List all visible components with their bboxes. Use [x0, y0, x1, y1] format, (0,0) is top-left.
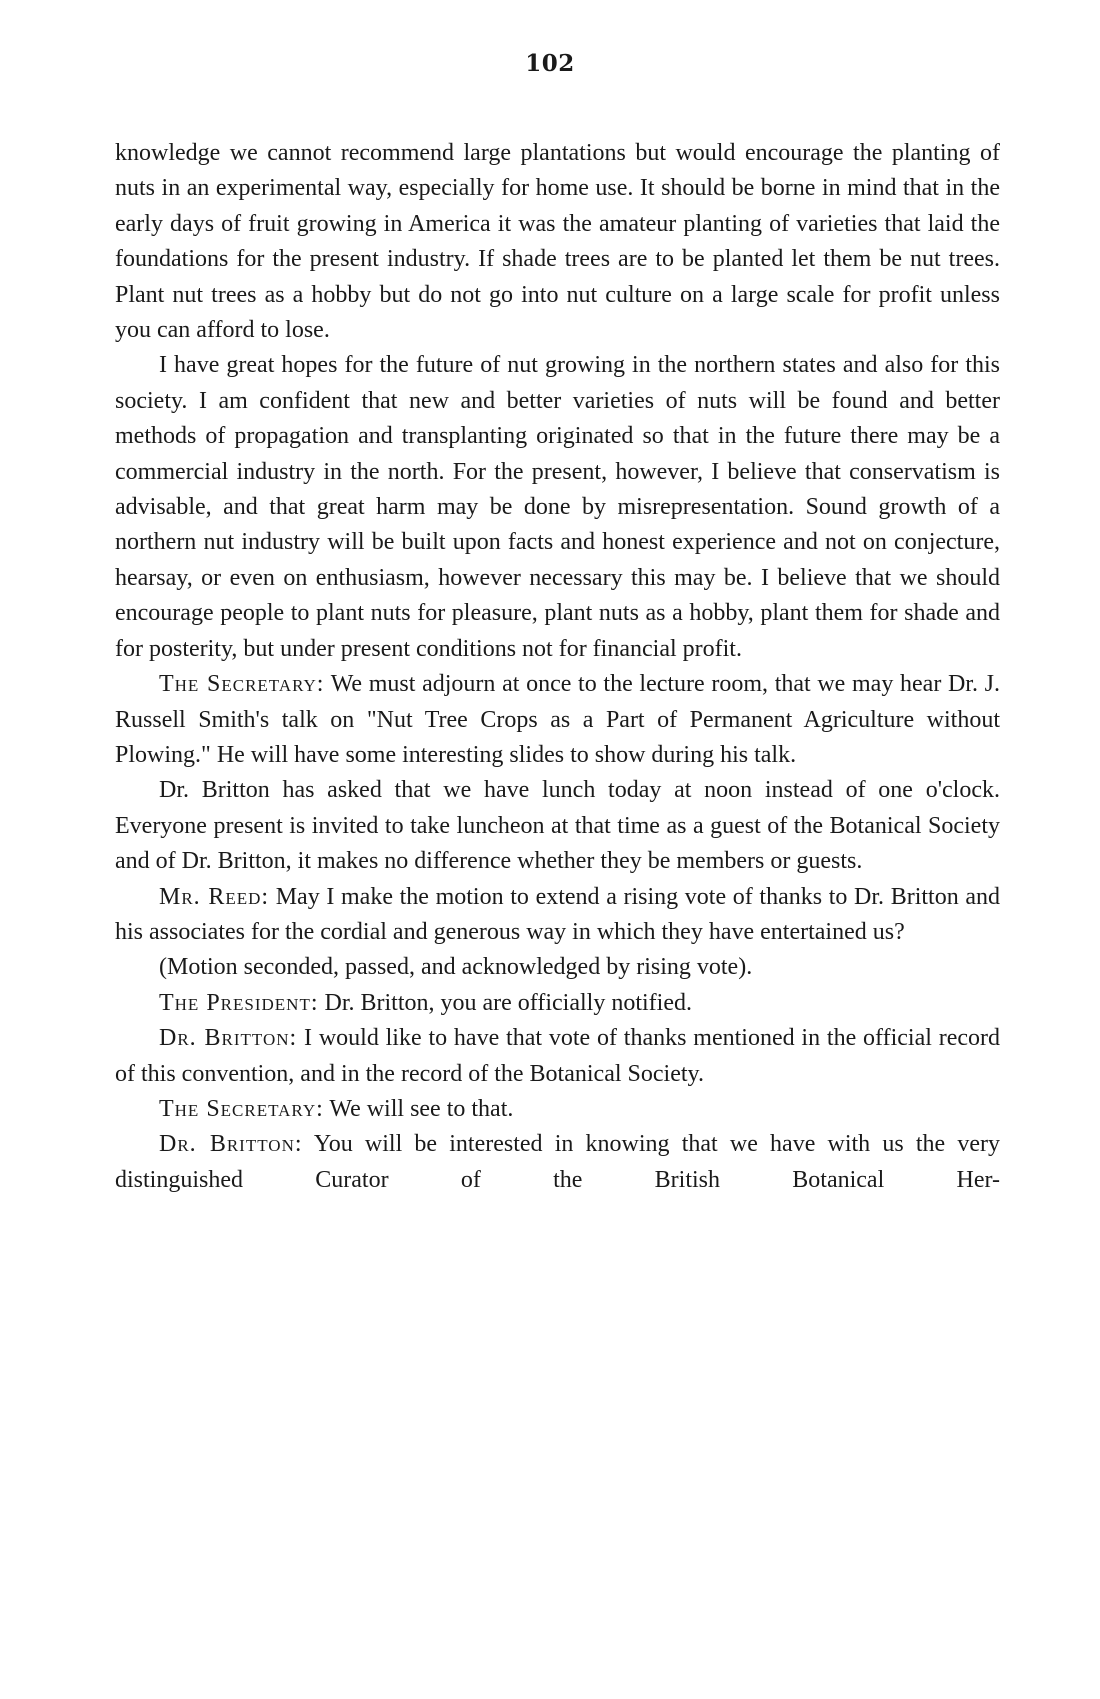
dialogue-paragraph — [115, 880, 1000, 951]
speaker-label: Mr. Reed: — [159, 883, 270, 910]
paragraph-text: knowledge we cannot recommend large plantations but would encourage the planting of nuts in an experimental way, especially for home use. It should be borne in mind that in the early days of fruit growing in America it was the amateur planting of varieties that laid the foundations for the present industry. If shade trees are to be planted let them be nut trees. Plant nut trees as a hobby but do not go into nut culture on a large scale for profit unless you can afford to lose. — [115, 140, 1000, 344]
paragraph-text: I have great hopes for the future of nut growing in the northern states and also for this society. I am confident that new and better varieties of nuts will be found and better methods of propagation and transplanting originated so that in the future there may be a commercial industry in the north. For the present, however, I believe that conservatism is advisable, and that great harm may be done by misrepresentation. Sound growth of a northern nut industry will be built upon facts and honest experience and not on conjecture, hearsay, or even on enthusiasm, however necessary this may be. I believe that we should encourage people to plant nuts for pleasure, plant nuts as a hobby, plant them for shade and for posterity, but under present conditions not for financial profit. — [115, 352, 1000, 662]
speaker-label: Dr. Britton: — [159, 1025, 298, 1052]
paragraph — [115, 950, 1000, 985]
dialogue-paragraph — [115, 1127, 1000, 1198]
dialogue-paragraph — [115, 986, 1000, 1021]
speaker-label: The President: — [159, 989, 319, 1016]
dialogue-paragraph — [115, 1092, 1000, 1127]
dialogue-paragraph — [115, 667, 1000, 773]
paragraph-text: (Motion seconded, passed, and acknowledged by rising vote). — [159, 954, 753, 981]
paragraph-text: Dr. Britton, you are officially notified. — [324, 989, 692, 1016]
paragraph — [115, 773, 1000, 879]
paragraph-text: I would like to have that vote of thanks mentioned in the official record of this convention, and in the record of the Botanical Society. — [115, 1025, 1001, 1087]
speaker-label: Dr. Britton: — [159, 1131, 303, 1158]
body-text — [115, 136, 1000, 1198]
page-number: 102 — [525, 50, 575, 77]
paragraph-text: May I make the motion to extend a rising vote of thanks to Dr. Britton and his associates for the cordial and generous way in which they have entertained us? — [115, 883, 1001, 945]
speaker-label: The Secretary: — [159, 1095, 324, 1122]
paragraph-text: Dr. Britton has asked that we have lunch today at noon instead of one o'clock. Everyone present is invited to take luncheon at that time as a guest of the Botanical Society and of Dr. Britton, it makes no difference whether they be members or guests. — [115, 777, 1000, 875]
paragraph-text: We must adjourn at once to the lecture room, that we may hear Dr. J. Russell Smith's talk on "Nut Tree Crops as a Part of Permanent Agriculture without Plowing." He will have some interesting slides to show during his talk. — [115, 671, 1000, 768]
paragraph-text: We will see to that. — [329, 1095, 514, 1122]
paragraph-text: You will be interested in knowing that we have with us the very distinguished Curator of the British Botanical Her- — [115, 1131, 1000, 1193]
paragraph-continuation — [115, 136, 1000, 348]
dialogue-paragraph — [115, 1021, 1000, 1092]
paragraph — [115, 348, 1000, 667]
speaker-label: The Secretary: — [159, 671, 325, 698]
